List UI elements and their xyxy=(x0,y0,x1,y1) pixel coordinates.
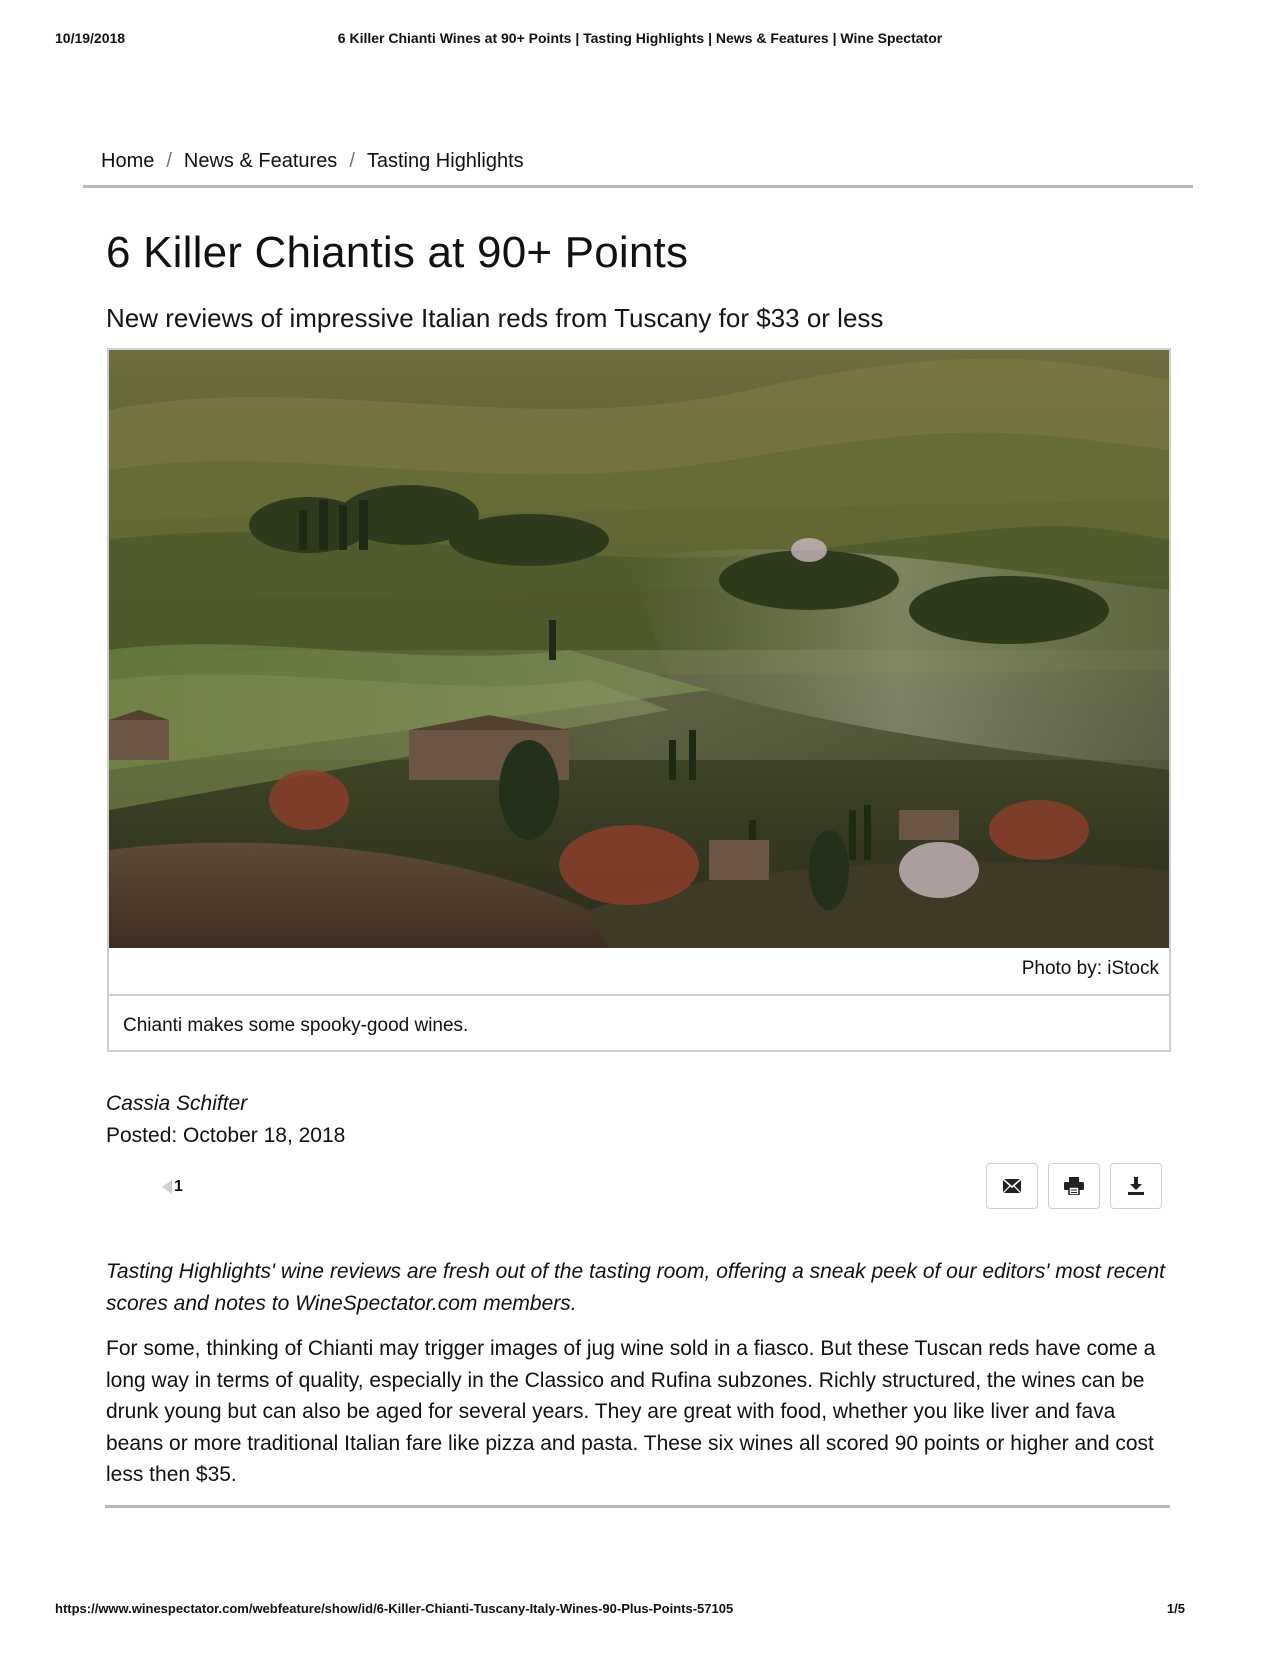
article-body-paragraph: For some, thinking of Chianti may trigger images of jug wine sold in a fiasco. But these Tuscan reds have come a long way in terms of quality, especially in the Classico and Rufina subzones. Richly structured, the wines can be drunk young but can also be aged for several years. They are great with food, whether you like liver and fava beans or more traditional Italian fare like pizza and pasta. These six wines all scored 90 points or higher and cost less then $35. xyxy=(106,1337,1156,1486)
print-date: 10/19/2018 xyxy=(55,30,126,46)
print-page-number: 1/5 xyxy=(1166,1601,1185,1616)
caption-divider xyxy=(109,994,1169,996)
breadcrumb-home-link[interactable]: Home xyxy=(101,150,155,172)
article-author[interactable]: Cassia Schifter xyxy=(106,1092,248,1115)
article-headline: 6 Killer Chiantis at 90+ Points xyxy=(106,228,689,277)
article-intro: Tasting Highlights' wine reviews are fresh out of the tasting room, offering a sneak peek of our editors' most recent scores and notes to WineSpectator.com members. xyxy=(106,1260,1165,1315)
print-url: https://www.winespectator.com/webfeature/show/id/6-Killer-Chianti-Tuscany-Italy-Wines-90-Plus-Points-57105 xyxy=(55,1601,734,1616)
mail-icon xyxy=(1003,1179,1021,1193)
download-icon xyxy=(1128,1177,1144,1195)
download-button[interactable] xyxy=(1110,1163,1162,1209)
breadcrumb xyxy=(101,150,524,173)
print-icon xyxy=(1064,1177,1084,1195)
like-counter[interactable] xyxy=(162,1178,183,1196)
print-page-title: 6 Killer Chianti Wines at 90+ Points | Tasting Highlights | News & Features | Wine Spectator xyxy=(337,30,943,46)
breadcrumb-separator: / xyxy=(349,150,355,172)
article-figure xyxy=(107,348,1171,1052)
print-footer xyxy=(55,1601,1225,1621)
breadcrumb-news-features-link[interactable]: News & Features xyxy=(183,150,338,172)
print-header xyxy=(55,30,1225,50)
breadcrumb-divider xyxy=(83,185,1193,188)
article-tools xyxy=(986,1163,1162,1209)
email-button[interactable] xyxy=(986,1163,1038,1209)
article-subheadline: New reviews of impressive Italian reds from Tuscany for $33 or less xyxy=(106,303,884,333)
article-divider xyxy=(105,1505,1170,1508)
photo-credit: Photo by: iStock xyxy=(1021,958,1159,979)
photo-caption: Chianti makes some spooky-good wines. xyxy=(123,1015,469,1036)
caret-left-icon xyxy=(162,1180,172,1194)
like-count: 1 xyxy=(174,1178,183,1195)
article-posted-date: Posted: October 18, 2018 xyxy=(106,1124,346,1147)
breadcrumb-separator: / xyxy=(166,150,172,172)
print-button[interactable] xyxy=(1048,1163,1100,1209)
tuscan-landscape-photo xyxy=(109,350,1169,948)
breadcrumb-tasting-highlights-link[interactable]: Tasting Highlights xyxy=(366,150,524,172)
